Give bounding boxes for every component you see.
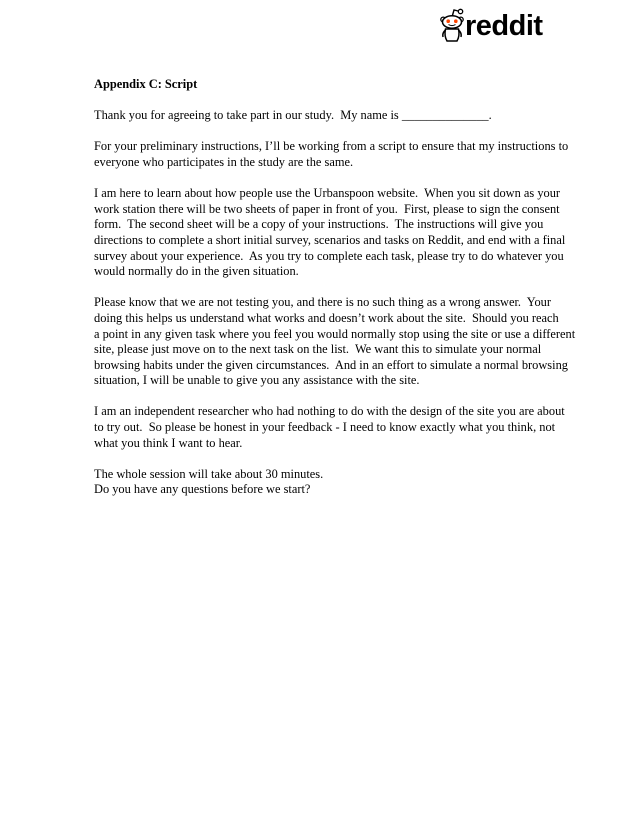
- paragraph-preliminary: [94, 139, 594, 170]
- text-line: Do you have any questions before we start?: [94, 482, 311, 497]
- text-line: The whole session will take about 30 minutes.: [94, 466, 324, 481]
- text-line: what you think I want to hear.: [94, 435, 243, 450]
- text-line: everyone who participates in the study are the same.: [94, 154, 354, 169]
- text-line: doing this helps us understand what works and doesn’t work about the site. Should you reach: [94, 310, 559, 325]
- text-line: work station there will be two sheets of paper in front of you. First, please to sign the consent: [94, 201, 560, 216]
- text-line: Please know that we are not testing you, and there is no such thing as a wrong answer. Your: [94, 295, 551, 310]
- text-line: situation, I will be unable to give you any assistance with the site.: [94, 373, 420, 388]
- text-line: site, please just move on to the next task on the list. We want this to simulate your normal: [94, 342, 542, 357]
- paragraph-intro: [94, 108, 594, 124]
- text-line: to try out. So please be honest in your feedback - I need to know exactly what you think, not: [94, 420, 556, 435]
- appendix-heading: Appendix C: Script: [94, 77, 198, 91]
- reddit-wordmark: reddit: [465, 10, 543, 42]
- text-line: browsing habits under the given circumstances. And in an effort to simulate a normal browsing: [94, 357, 568, 372]
- text-line: Thank you for agreeing to take part in our study. My name is ______________.: [94, 108, 492, 123]
- paragraph-purpose: [94, 186, 594, 280]
- text-line: a point in any given task where you feel you would normally stop using the site or use a different: [94, 326, 576, 341]
- paragraph-not-testing: [94, 295, 594, 389]
- text-line: form. The second sheet will be a copy of your instructions. The instructions will give you: [94, 217, 544, 232]
- paragraph-closing: [94, 467, 594, 498]
- text-line: survey about your experience. As you try to complete each task, please try to do whatever you: [94, 248, 564, 263]
- paragraph-independent: [94, 404, 594, 451]
- text-line: I am here to learn about how people use the Urbanspoon website. When you sit down as your: [94, 186, 561, 201]
- reddit-alien-icon: [440, 6, 464, 44]
- document-body: [94, 77, 594, 514]
- text-line: I am an independent researcher who had nothing to do with the design of the site you are about: [94, 404, 565, 419]
- reddit-logo: [440, 6, 543, 44]
- text-line: directions to complete a short initial survey, scenarios and tasks on Reddit, and end with a final: [94, 232, 566, 247]
- text-line: would normally do in the given situation.: [94, 264, 299, 279]
- text-line: For your preliminary instructions, I’ll be working from a script to ensure that my instructions to: [94, 139, 569, 154]
